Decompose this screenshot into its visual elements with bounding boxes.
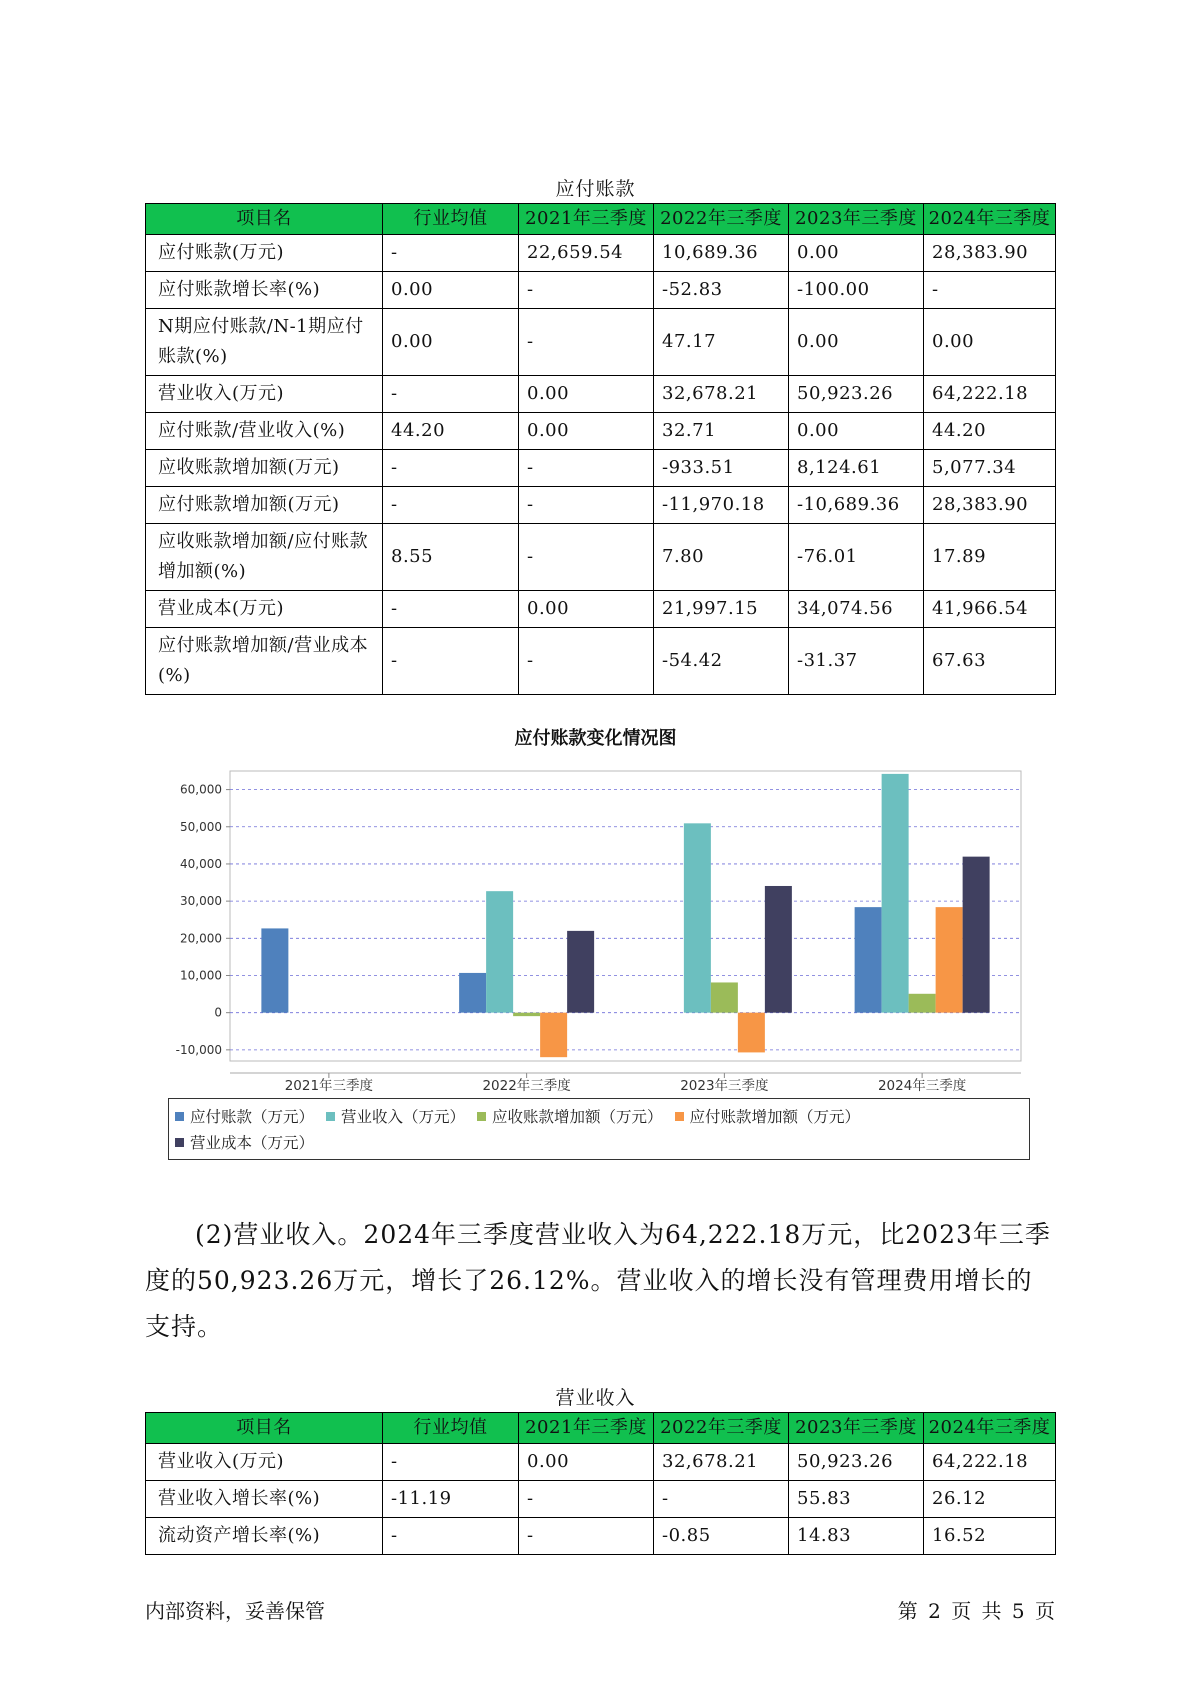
table-cell: 0.00 xyxy=(519,1444,654,1481)
column-header: 2021年三季度 xyxy=(519,204,654,235)
table-cell: 0.00 xyxy=(383,309,519,376)
column-header: 项目名 xyxy=(146,204,383,235)
y-tick-label: 50,000 xyxy=(180,819,222,834)
y-tick-label: -10,000 xyxy=(175,1042,222,1057)
table-cell: 0.00 xyxy=(383,272,519,309)
legend-item xyxy=(675,1103,861,1129)
table-cell: 50,923.26 xyxy=(789,1444,924,1481)
row-label: 营业收入(万元) xyxy=(146,1444,383,1481)
table-cell: 32,678.21 xyxy=(654,376,789,413)
revenue-paragraph xyxy=(145,1212,1055,1350)
bar xyxy=(540,1013,567,1058)
table-cell: - xyxy=(383,1518,519,1555)
y-tick-label: 30,000 xyxy=(180,894,222,909)
legend-label: 应付账款增加额（万元） xyxy=(689,1108,861,1126)
table-row xyxy=(146,1518,1056,1555)
x-tick-label: 2021年三季度 xyxy=(284,1078,374,1094)
legend-swatch xyxy=(175,1112,184,1121)
table-row xyxy=(146,1481,1056,1518)
x-tick-label: 2024年三季度 xyxy=(877,1078,967,1094)
bar xyxy=(855,907,882,1013)
revenue-table xyxy=(145,1412,1056,1555)
column-header: 2024年三季度 xyxy=(924,1413,1056,1444)
chart-title: 应付账款变化情况图 xyxy=(514,728,677,749)
bar xyxy=(261,928,288,1012)
column-header: 2023年三季度 xyxy=(789,204,924,235)
table-cell: 44.20 xyxy=(924,413,1056,450)
table-cell: - xyxy=(519,524,654,591)
row-label: 营业收入(万元) xyxy=(146,376,383,413)
x-tick-label: 2022年三季度 xyxy=(482,1078,571,1094)
table-cell: -11,970.18 xyxy=(654,487,789,524)
row-label: N期应付账款/N-1期应付账款(%) xyxy=(146,309,383,376)
bar xyxy=(909,994,936,1013)
bar xyxy=(963,857,990,1013)
table-cell: - xyxy=(519,309,654,376)
table-cell: - xyxy=(383,487,519,524)
table-cell: -10,689.36 xyxy=(789,487,924,524)
row-label: 应收账款增加额(万元) xyxy=(146,450,383,487)
column-header: 2024年三季度 xyxy=(924,204,1056,235)
legend-swatch xyxy=(477,1112,486,1121)
table-row xyxy=(146,1444,1056,1481)
bar xyxy=(513,1013,540,1016)
table-cell: 32.71 xyxy=(654,413,789,450)
table-cell: 5,077.34 xyxy=(924,450,1056,487)
table-cell: 28,383.90 xyxy=(924,487,1056,524)
bar xyxy=(459,973,486,1013)
legend-label: 营业收入（万元） xyxy=(341,1108,466,1126)
footer-page-number: 第 2 页 共 5 页 xyxy=(897,1599,1055,1623)
table-cell: 26.12 xyxy=(924,1481,1056,1518)
row-label: 应付账款增加额/营业成本(%) xyxy=(146,628,383,695)
column-header: 2022年三季度 xyxy=(654,204,789,235)
paragraph-text: (2)营业收入。2024年三季度营业收入为64,222.18万元，比2023年三季度的50,923.26万元，增长了26.12%。营业收入的增长没有管理费用增长的支持。 xyxy=(145,1220,1051,1341)
table-header-row xyxy=(146,1413,1056,1444)
table-cell: -100.00 xyxy=(789,272,924,309)
table-cell: 10,689.36 xyxy=(654,235,789,272)
table-cell: 44.20 xyxy=(383,413,519,450)
table-cell: 0.00 xyxy=(519,413,654,450)
table-cell: 50,923.26 xyxy=(789,376,924,413)
bar xyxy=(567,931,594,1013)
table-cell: -0.85 xyxy=(654,1518,789,1555)
row-label: 营业成本(万元) xyxy=(146,591,383,628)
row-label: 应付账款(万元) xyxy=(146,235,383,272)
table-cell: -76.01 xyxy=(789,524,924,591)
y-tick-label: 20,000 xyxy=(180,931,222,946)
table-cell: 17.89 xyxy=(924,524,1056,591)
column-header: 项目名 xyxy=(146,1413,383,1444)
bar xyxy=(711,982,738,1012)
table-cell: -31.37 xyxy=(789,628,924,695)
table-cell: - xyxy=(383,591,519,628)
footer-confidential: 内部资料，妥善保管 xyxy=(145,1599,325,1623)
bar xyxy=(738,1013,765,1053)
row-label: 应付账款/营业收入(%) xyxy=(146,413,383,450)
legend-label: 营业成本（万元） xyxy=(190,1134,315,1152)
bar xyxy=(936,907,963,1013)
column-header: 行业均值 xyxy=(383,204,519,235)
table-cell: - xyxy=(654,1481,789,1518)
row-label: 流动资产增长率(%) xyxy=(146,1518,383,1555)
row-label: 应收账款增加额/应付账款增加额(%) xyxy=(146,524,383,591)
table-cell: 0.00 xyxy=(519,591,654,628)
table-cell: -52.83 xyxy=(654,272,789,309)
y-tick-label: 0 xyxy=(214,1005,222,1020)
legend-item xyxy=(175,1103,314,1129)
table-cell: -933.51 xyxy=(654,450,789,487)
table-cell: -54.42 xyxy=(654,628,789,695)
table-cell: - xyxy=(519,1518,654,1555)
legend-swatch xyxy=(326,1112,335,1121)
row-label: 营业收入增长率(%) xyxy=(146,1481,383,1518)
table-cell: 0.00 xyxy=(789,413,924,450)
table-cell: - xyxy=(924,272,1056,309)
table-cell: 8,124.61 xyxy=(789,450,924,487)
table-cell: - xyxy=(519,1481,654,1518)
y-tick-label: 10,000 xyxy=(180,968,222,983)
row-label: 应付账款增长率(%) xyxy=(146,272,383,309)
table-cell: -11.19 xyxy=(383,1481,519,1518)
table-cell: 0.00 xyxy=(789,235,924,272)
row-label: 应付账款增加额(万元) xyxy=(146,487,383,524)
y-tick-label: 60,000 xyxy=(180,782,222,797)
chart-legend xyxy=(168,1098,1030,1160)
table-cell: 34,074.56 xyxy=(789,591,924,628)
table-cell: 64,222.18 xyxy=(924,1444,1056,1481)
column-header: 2023年三季度 xyxy=(789,1413,924,1444)
table-cell: 67.63 xyxy=(924,628,1056,695)
x-tick-label: 2023年三季度 xyxy=(680,1078,769,1094)
legend-label: 应付账款（万元） xyxy=(190,1108,315,1126)
table-cell: 0.00 xyxy=(519,376,654,413)
table-cell: - xyxy=(519,628,654,695)
table-cell: 21,997.15 xyxy=(654,591,789,628)
table-cell: 0.00 xyxy=(924,309,1056,376)
table-cell: 32,678.21 xyxy=(654,1444,789,1481)
table-cell: - xyxy=(519,487,654,524)
bar xyxy=(765,886,792,1013)
table-cell: 7.80 xyxy=(654,524,789,591)
y-tick-label: 40,000 xyxy=(180,856,222,871)
table-cell: - xyxy=(383,628,519,695)
table-cell: - xyxy=(383,450,519,487)
table-cell: 47.17 xyxy=(654,309,789,376)
column-header: 行业均值 xyxy=(383,1413,519,1444)
table-cell: 55.83 xyxy=(789,1481,924,1518)
table-cell: - xyxy=(519,272,654,309)
legend-item xyxy=(175,1129,314,1155)
column-header: 2022年三季度 xyxy=(654,1413,789,1444)
bar xyxy=(882,774,909,1013)
table-cell: 64,222.18 xyxy=(924,376,1056,413)
table-cell: 16.52 xyxy=(924,1518,1056,1555)
legend-swatch xyxy=(175,1138,184,1147)
bar xyxy=(486,891,513,1012)
column-header: 2021年三季度 xyxy=(519,1413,654,1444)
table1-caption: 应付账款 xyxy=(555,178,636,200)
legend-item xyxy=(326,1103,465,1129)
table2-caption: 营业收入 xyxy=(555,1387,636,1409)
legend-item xyxy=(477,1103,663,1129)
table-cell: 28,383.90 xyxy=(924,235,1056,272)
table-cell: 0.00 xyxy=(789,309,924,376)
table-cell: 22,659.54 xyxy=(519,235,654,272)
legend-label: 应收账款增加额（万元） xyxy=(492,1108,663,1126)
table-cell: - xyxy=(383,1444,519,1481)
table-cell: 41,966.54 xyxy=(924,591,1056,628)
bar xyxy=(684,823,711,1012)
table-cell: - xyxy=(383,376,519,413)
table-cell: 14.83 xyxy=(789,1518,924,1555)
table-cell: 8.55 xyxy=(383,524,519,591)
table-cell: - xyxy=(519,450,654,487)
table-cell: - xyxy=(383,235,519,272)
legend-swatch xyxy=(675,1112,684,1121)
